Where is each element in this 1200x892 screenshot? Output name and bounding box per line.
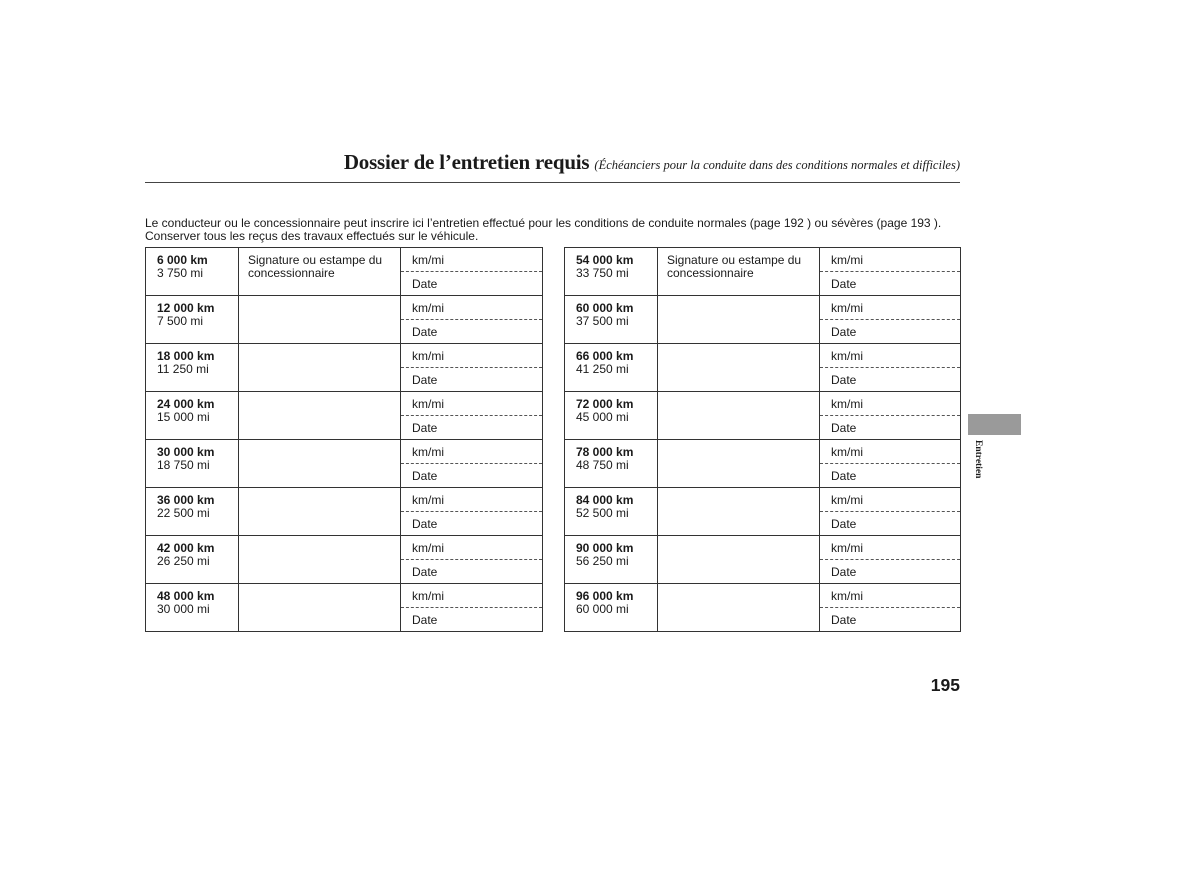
mileage-cell bbox=[146, 584, 239, 632]
mileage-km: 36 000 km bbox=[157, 493, 215, 507]
signature-cell bbox=[658, 344, 820, 392]
km-mi-field: km/mi bbox=[401, 296, 543, 320]
km-mi-field: km/mi bbox=[820, 584, 961, 608]
date-field: Date bbox=[820, 368, 961, 392]
log-row bbox=[565, 440, 961, 464]
mileage-km: 18 000 km bbox=[157, 349, 215, 363]
date-field: Date bbox=[820, 608, 961, 632]
km-mi-field: km/mi bbox=[820, 344, 961, 368]
log-row bbox=[146, 296, 543, 320]
signature-cell bbox=[239, 296, 401, 344]
log-row bbox=[146, 392, 543, 416]
mileage-mi: 26 250 mi bbox=[157, 553, 210, 568]
log-row bbox=[565, 344, 961, 368]
mileage-mi: 37 500 mi bbox=[576, 313, 629, 328]
km-mi-field: km/mi bbox=[401, 536, 543, 560]
date-field: Date bbox=[820, 320, 961, 344]
mileage-mi: 48 750 mi bbox=[576, 457, 629, 472]
date-field: Date bbox=[820, 512, 961, 536]
km-mi-field: km/mi bbox=[820, 488, 961, 512]
signature-cell bbox=[239, 536, 401, 584]
log-row bbox=[565, 392, 961, 416]
mileage-cell bbox=[565, 488, 658, 536]
log-row bbox=[146, 488, 543, 512]
signature-cell bbox=[239, 392, 401, 440]
km-mi-field: km/mi bbox=[401, 344, 543, 368]
signature-label: Signature ou estampe du concessionnaire bbox=[667, 253, 802, 280]
date-field: Date bbox=[401, 320, 543, 344]
mileage-km: 72 000 km bbox=[576, 397, 634, 411]
km-mi-field: km/mi bbox=[820, 392, 961, 416]
signature-cell bbox=[658, 536, 820, 584]
log-row bbox=[565, 584, 961, 608]
km-mi-field: km/mi bbox=[401, 488, 543, 512]
mileage-km: 6 000 km bbox=[157, 253, 208, 267]
mileage-cell bbox=[146, 440, 239, 488]
km-mi-field: km/mi bbox=[820, 248, 961, 272]
mileage-cell bbox=[565, 344, 658, 392]
km-mi-field: km/mi bbox=[820, 296, 961, 320]
signature-cell bbox=[239, 584, 401, 632]
mileage-cell bbox=[565, 536, 658, 584]
log-row bbox=[565, 536, 961, 560]
log-row bbox=[565, 296, 961, 320]
mileage-mi: 15 000 mi bbox=[157, 409, 210, 424]
mileage-km: 12 000 km bbox=[157, 301, 215, 315]
log-row bbox=[565, 248, 961, 272]
signature-cell bbox=[239, 440, 401, 488]
maintenance-log-table-right bbox=[564, 247, 961, 632]
mileage-mi: 18 750 mi bbox=[157, 457, 210, 472]
mileage-mi: 11 250 mi bbox=[157, 361, 209, 376]
date-field: Date bbox=[401, 368, 543, 392]
mileage-mi: 33 750 mi bbox=[576, 265, 629, 280]
log-row bbox=[146, 536, 543, 560]
mileage-km: 48 000 km bbox=[157, 589, 215, 603]
km-mi-field: km/mi bbox=[401, 584, 543, 608]
mileage-cell bbox=[146, 488, 239, 536]
km-mi-field: km/mi bbox=[820, 536, 961, 560]
date-field: Date bbox=[820, 272, 961, 296]
mileage-cell bbox=[565, 584, 658, 632]
page-number: 195 bbox=[930, 675, 960, 695]
mileage-km: 24 000 km bbox=[157, 397, 215, 411]
mileage-km: 60 000 km bbox=[576, 301, 634, 315]
intro-line-1: Le conducteur ou le concessionnaire peut inscrire ici l’entretien effectué pour les conditions de conduite normales (page 192 ) ou sévères (page 193 ). bbox=[145, 216, 942, 230]
date-field: Date bbox=[820, 464, 961, 488]
date-field: Date bbox=[401, 464, 543, 488]
page-title: Dossier de l’entretien requis bbox=[343, 150, 590, 174]
mileage-mi: 3 750 mi bbox=[157, 265, 204, 280]
mileage-km: 84 000 km bbox=[576, 493, 634, 507]
mileage-km: 78 000 km bbox=[576, 445, 634, 459]
mileage-mi: 7 500 mi bbox=[157, 313, 204, 328]
mileage-cell bbox=[146, 536, 239, 584]
signature-cell bbox=[658, 488, 820, 536]
page-header bbox=[145, 150, 960, 183]
section-tab-label: Entretien bbox=[973, 440, 983, 479]
km-mi-field: km/mi bbox=[401, 440, 543, 464]
mileage-cell bbox=[565, 392, 658, 440]
signature-cell bbox=[658, 296, 820, 344]
log-row bbox=[146, 440, 543, 464]
km-mi-field: km/mi bbox=[401, 248, 543, 272]
mileage-cell bbox=[565, 440, 658, 488]
section-tab bbox=[968, 414, 1021, 435]
mileage-mi: 52 500 mi bbox=[576, 505, 629, 520]
mileage-mi: 56 250 mi bbox=[576, 553, 629, 568]
log-row bbox=[146, 584, 543, 608]
page-subtitle: (Échéanciers pour la conduite dans des conditions normales et difficiles) bbox=[594, 158, 960, 172]
mileage-km: 54 000 km bbox=[576, 253, 634, 267]
mileage-mi: 45 000 mi bbox=[576, 409, 629, 424]
signature-cell bbox=[658, 440, 820, 488]
mileage-cell bbox=[146, 248, 239, 296]
mileage-km: 42 000 km bbox=[157, 541, 215, 555]
km-mi-field: km/mi bbox=[820, 440, 961, 464]
date-field: Date bbox=[401, 560, 543, 584]
mileage-mi: 30 000 mi bbox=[157, 601, 210, 616]
log-row bbox=[146, 344, 543, 368]
date-field: Date bbox=[820, 560, 961, 584]
date-field: Date bbox=[820, 416, 961, 440]
log-row bbox=[565, 488, 961, 512]
signature-cell bbox=[239, 488, 401, 536]
signature-cell bbox=[658, 248, 820, 296]
mileage-km: 66 000 km bbox=[576, 349, 634, 363]
mileage-cell bbox=[146, 296, 239, 344]
maintenance-log-table-left bbox=[145, 247, 543, 632]
signature-cell bbox=[658, 584, 820, 632]
mileage-cell bbox=[146, 344, 239, 392]
mileage-cell bbox=[146, 392, 239, 440]
mileage-km: 30 000 km bbox=[157, 445, 215, 459]
date-field: Date bbox=[401, 272, 543, 296]
signature-cell bbox=[239, 344, 401, 392]
mileage-cell bbox=[565, 248, 658, 296]
signature-cell bbox=[239, 248, 401, 296]
mileage-mi: 22 500 mi bbox=[157, 505, 210, 520]
mileage-km: 96 000 km bbox=[576, 589, 634, 603]
date-field: Date bbox=[401, 512, 543, 536]
mileage-mi: 60 000 mi bbox=[576, 601, 629, 616]
km-mi-field: km/mi bbox=[401, 392, 543, 416]
signature-label: Signature ou estampe du concessionnaire bbox=[248, 253, 383, 280]
date-field: Date bbox=[401, 416, 543, 440]
date-field: Date bbox=[401, 608, 543, 632]
signature-cell bbox=[658, 392, 820, 440]
mileage-cell bbox=[565, 296, 658, 344]
intro-text bbox=[145, 217, 960, 243]
intro-line-2: Conserver tous les reçus des travaux effectués sur le véhicule. bbox=[145, 229, 479, 243]
mileage-km: 90 000 km bbox=[576, 541, 634, 555]
mileage-mi: 41 250 mi bbox=[576, 361, 629, 376]
log-row bbox=[146, 248, 543, 272]
